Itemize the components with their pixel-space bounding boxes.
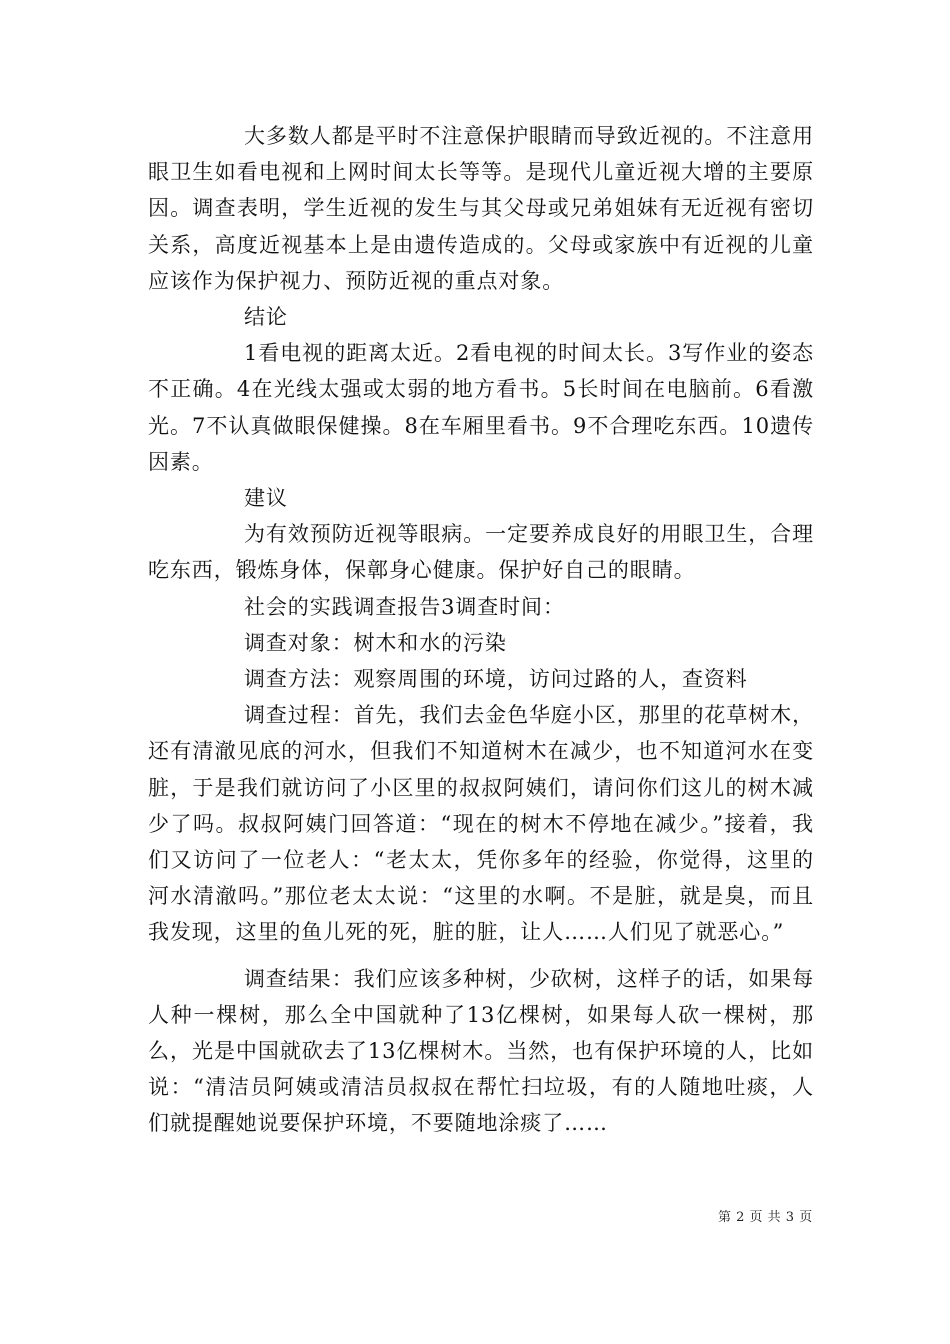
report-3-title: 社会的实践调查报告3调查时间： [244, 594, 565, 619]
paragraph-myopia-causes: 大多数人都是平时不注意保护眼睛而导致近视的。不注意用眼卫生如看电视和上网时间太长等等。是现代儿童近视大增的主要原因。调查表明，学生近视的发生与其父母或兄弟姐妹有无近视有密切关系，高度近视基本上是由遗传造成的。父母或家族中有近视的儿童应该作为保护视力、预防近视的重点对象。 [148, 124, 814, 293]
heading-conclusion: 结论 [244, 305, 288, 330]
survey-process: 调查过程：首先，我们去金色华庭小区，那里的花草树木，还有清澈见底的河水，但我们不知道树木在减少，也不知道河水在变脏，于是我们就访问了小区里的叔叔阿姨们，请问你们这儿的树木减少了吗。叔叔阿姨门回答道：“现在的树木不停地在减少。”接着，我们又访问了一位老人：“老太太，凭你多年的经验，你觉得，这里的河水清澈吗。”那位老太太说：“这里的水啊。不是脏，就是臭，而且我发现，这里的鱼儿死的死，脏的脏，让人……人们见了就恶心。” [148, 703, 814, 945]
paragraph-conclusion-list: 1看电视的距离太近。2看电视的时间太长。3写作业的姿态不正确。4在光线太强或太弱的地方看书。5长时间在电脑前。6看激光。7不认真做眼保健操。8在车厢里看书。9不合理吃东西。10遗传因素。 [148, 341, 814, 474]
page-number-footer: 第 2 页 共 3 页 [718, 1210, 813, 1225]
paragraph-suggestion: 为有效预防近视等眼病。一定要养成良好的用眼卫生，合理吃东西，锻炼身体，保鄣身心健康。保护好自己的眼睛。 [148, 522, 814, 583]
document-body [148, 118, 814, 1142]
heading-suggestion: 建议 [244, 486, 288, 511]
survey-subject: 调查对象：树木和水的污染 [244, 630, 507, 655]
survey-result: 调查结果：我们应该多种树，少砍树，这样子的话，如果每人种一棵树，那么全中国就种了13亿棵树，如果每人砍一棵树，那么，光是中国就砍去了13亿棵树木。当然，也有保护环境的人，比如说：“清洁员阿姨或清洁员叔叔在帮忙扫垃圾，有的人随地吐痰，人们就提醒她说要保护环境，不要随地涂痰了…… [148, 966, 814, 1136]
survey-method: 调查方法：观察周围的环境，访问过路的人，查资料 [244, 667, 748, 692]
